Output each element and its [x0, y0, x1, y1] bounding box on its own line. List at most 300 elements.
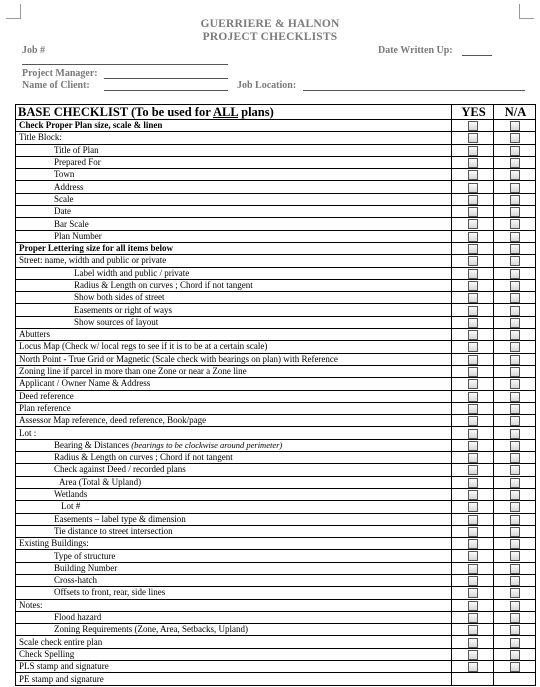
checklist-item-text: Building Number — [54, 562, 118, 573]
checklist-item-text: North Point - True Grid or Magnetic (Scale check with bearings on plan) with Reference — [19, 353, 338, 364]
checklist-item-text: Flood hazard — [54, 612, 102, 623]
yes-checkbox[interactable] — [468, 355, 478, 365]
checklist-item-text: Title of Plan — [54, 144, 99, 155]
na-cell — [494, 378, 536, 390]
table-row — [16, 181, 536, 193]
yes-cell — [452, 279, 494, 291]
table-row — [16, 402, 536, 414]
na-checkbox[interactable] — [510, 429, 520, 439]
yes-cell — [452, 316, 494, 328]
checklist-item-label — [16, 648, 452, 660]
table-row — [16, 353, 536, 365]
checklist-item-text: Cross-hatch — [54, 575, 97, 586]
checklist-item-label — [16, 292, 452, 304]
na-cell — [494, 574, 536, 586]
na-cell — [494, 611, 536, 623]
yes-checkbox[interactable] — [468, 195, 478, 205]
na-checkbox[interactable] — [510, 576, 520, 586]
yes-checkbox[interactable] — [468, 183, 478, 193]
yes-checkbox[interactable] — [468, 170, 478, 180]
na-checkbox[interactable] — [510, 195, 520, 205]
checklist-item-label — [16, 267, 452, 279]
page-title: PROJECT CHECKLISTS — [202, 31, 338, 43]
na-cell — [494, 636, 536, 648]
checklist-item-label — [16, 242, 452, 254]
na-checkbox[interactable] — [510, 306, 520, 316]
yes-checkbox[interactable] — [468, 342, 478, 352]
checklist-item-label — [16, 353, 452, 365]
checklist-title-prefix: BASE CHECKLIST (To be used for — [18, 104, 213, 119]
checklist-item-text: Scale check entire plan — [19, 636, 103, 647]
na-checkbox[interactable] — [510, 342, 520, 352]
na-cell — [494, 488, 536, 500]
yes-cell — [452, 574, 494, 586]
na-checkbox[interactable] — [510, 392, 520, 402]
yes-cell — [452, 255, 494, 267]
checklist-item-label — [16, 156, 452, 168]
checklist-title — [16, 105, 452, 120]
checklist-item-text: Locus Map (Check w/ local regs to see if it is to be at a certain scale) — [19, 341, 268, 352]
na-cell — [494, 562, 536, 574]
table-row — [16, 120, 536, 132]
company-name: GUERRIERE & HALNON — [200, 18, 340, 30]
yes-cell — [452, 452, 494, 464]
yes-cell — [452, 230, 494, 242]
na-checkbox[interactable] — [510, 601, 520, 611]
yes-checkbox[interactable] — [468, 269, 478, 279]
na-cell — [494, 648, 536, 660]
checklist-item-text: Check Spelling — [19, 648, 75, 659]
checklist-item-text: Radius & Length on curves ; Chord if not tangent — [54, 452, 233, 463]
checklist-item-text: Show sources of layout — [74, 316, 159, 327]
checklist-item-text: Tie distance to street intersection — [54, 525, 173, 536]
na-checkbox[interactable] — [510, 613, 520, 623]
yes-checkbox[interactable] — [468, 502, 478, 512]
table-row — [16, 488, 536, 500]
na-checkbox[interactable] — [510, 564, 520, 574]
checklist-item-text: Label width and public / private — [74, 267, 190, 278]
checklist-item-label — [16, 427, 452, 439]
job-location-field[interactable] — [303, 90, 525, 91]
yes-cell — [452, 218, 494, 230]
table-row — [16, 279, 536, 291]
na-checkbox[interactable] — [510, 416, 520, 426]
yes-cell — [452, 353, 494, 365]
na-checkbox[interactable] — [510, 355, 520, 365]
job-number-field[interactable] — [22, 64, 228, 65]
table-row — [16, 464, 536, 476]
yes-cell — [452, 378, 494, 390]
checklist-item-text: PLS stamp and signature — [19, 661, 109, 672]
yes-checkbox[interactable] — [468, 330, 478, 340]
na-cell — [494, 402, 536, 414]
yes-checkbox[interactable] — [468, 588, 478, 598]
na-checkbox[interactable] — [510, 625, 520, 635]
yes-checkbox[interactable] — [468, 576, 478, 586]
na-cell — [494, 353, 536, 365]
na-checkbox[interactable] — [510, 638, 520, 648]
na-cell — [494, 218, 536, 230]
table-row — [16, 587, 536, 599]
table-row — [16, 636, 536, 648]
na-cell — [494, 316, 536, 328]
yes-checkbox[interactable] — [468, 281, 478, 291]
checklist-item-text: Lot # — [61, 501, 81, 512]
table-row — [16, 599, 536, 611]
checklist-item-label — [16, 365, 452, 377]
yes-checkbox[interactable] — [468, 306, 478, 316]
yes-checkbox[interactable] — [468, 638, 478, 648]
checklist-item-text: Proper Lettering size for all items below — [19, 243, 173, 254]
yes-cell — [452, 132, 494, 144]
na-cell — [494, 415, 536, 427]
na-column-header: N/A — [494, 105, 536, 120]
na-cell — [494, 169, 536, 181]
na-checkbox[interactable] — [510, 183, 520, 193]
yes-checkbox[interactable] — [468, 453, 478, 463]
table-row — [16, 206, 536, 218]
na-checkbox[interactable] — [510, 293, 520, 303]
checklist-item-label — [16, 279, 452, 291]
table-row — [16, 452, 536, 464]
checklist-item-label — [16, 562, 452, 574]
yes-cell — [452, 550, 494, 562]
na-checkbox[interactable] — [510, 256, 520, 266]
na-checkbox[interactable] — [510, 367, 520, 377]
na-cell — [494, 439, 536, 451]
checklist-item-text: Zoning Requirements (Zone, Area, Setbacks, Upland) — [54, 624, 248, 635]
checklist-item-text: Offsets to front, rear, side lines — [54, 587, 166, 598]
yes-checkbox[interactable] — [468, 256, 478, 266]
base-checklist-table — [15, 104, 536, 686]
table-row — [16, 255, 536, 267]
na-checkbox[interactable] — [510, 527, 520, 537]
yes-checkbox[interactable] — [468, 625, 478, 635]
yes-cell — [452, 587, 494, 599]
yes-checkbox[interactable] — [468, 244, 478, 254]
table-row — [16, 427, 536, 439]
table-row — [16, 574, 536, 586]
checklist-item-text: Radius & Length on curves ; Chord if not tangent — [74, 280, 253, 290]
na-cell — [494, 513, 536, 525]
na-cell — [494, 452, 536, 464]
na-cell — [494, 267, 536, 279]
table-row — [16, 611, 536, 623]
yes-cell — [452, 501, 494, 513]
project-manager-label: Project Manager: — [22, 68, 98, 79]
na-checkbox[interactable] — [510, 133, 520, 143]
yes-checkbox[interactable] — [468, 662, 478, 672]
na-cell — [494, 501, 536, 513]
checklist-item-text: Assessor Map reference, deed reference, Book/page — [19, 415, 207, 426]
na-checkbox[interactable] — [510, 515, 520, 525]
checklist-item-text: Address — [54, 181, 84, 192]
na-checkbox[interactable] — [510, 404, 520, 414]
checklist-item-label — [16, 329, 452, 341]
checklist-item-label — [16, 316, 452, 328]
na-cell — [494, 304, 536, 316]
table-row — [16, 501, 536, 513]
table-header-row — [16, 105, 536, 120]
table-row — [16, 624, 536, 636]
yes-cell — [452, 390, 494, 402]
yes-checkbox[interactable] — [468, 232, 478, 242]
na-cell — [494, 279, 536, 291]
na-checkbox[interactable] — [510, 539, 520, 549]
checklist-item-text: PE stamp and signature — [19, 673, 104, 684]
yes-checkbox[interactable] — [468, 490, 478, 500]
checklist-item-label — [16, 488, 452, 500]
yes-checkbox[interactable] — [468, 379, 478, 389]
client-name-label: Name of Client: — [22, 80, 90, 91]
yes-cell — [452, 476, 494, 488]
yes-cell — [452, 144, 494, 156]
table-row — [16, 439, 536, 451]
na-checkbox[interactable] — [510, 207, 520, 217]
na-cell — [494, 673, 536, 685]
yes-cell — [452, 538, 494, 550]
na-cell — [494, 464, 536, 476]
na-checkbox[interactable] — [510, 219, 520, 229]
yes-checkbox[interactable] — [468, 613, 478, 623]
yes-checkbox[interactable] — [468, 318, 478, 328]
checklist-item-label — [16, 415, 452, 427]
yes-checkbox[interactable] — [468, 293, 478, 303]
yes-checkbox[interactable] — [468, 133, 478, 143]
na-checkbox[interactable] — [510, 502, 520, 512]
na-cell — [494, 292, 536, 304]
checklist-item-label — [16, 464, 452, 476]
checklist-title-emphasis: ALL — [212, 104, 238, 119]
na-checkbox[interactable] — [510, 662, 520, 672]
na-cell — [494, 538, 536, 550]
yes-cell — [452, 402, 494, 414]
na-checkbox[interactable] — [510, 170, 520, 180]
checklist-item-text: Existing Buildings: — [19, 538, 89, 549]
yes-checkbox[interactable] — [468, 478, 478, 488]
checklist-item-label — [16, 206, 452, 218]
na-cell — [494, 255, 536, 267]
checklist-item-label — [16, 574, 452, 586]
checklist-item-text: Town — [54, 169, 75, 180]
yes-cell — [452, 181, 494, 193]
na-checkbox[interactable] — [510, 330, 520, 340]
yes-cell — [452, 636, 494, 648]
checklist-item-text: Type of structure — [54, 550, 116, 561]
yes-checkbox[interactable] — [468, 429, 478, 439]
yes-checkbox[interactable] — [468, 601, 478, 611]
yes-checkbox[interactable] — [468, 551, 478, 561]
yes-cell — [452, 341, 494, 353]
na-cell — [494, 365, 536, 377]
na-cell — [494, 132, 536, 144]
checklist-item-label — [16, 230, 452, 242]
table-row — [16, 365, 536, 377]
job-number-label: Job # — [22, 45, 46, 56]
table-row — [16, 156, 536, 168]
na-cell — [494, 230, 536, 242]
checklist-item-text: Notes: — [19, 599, 43, 610]
yes-cell — [452, 292, 494, 304]
table-row — [16, 415, 536, 427]
yes-cell — [452, 304, 494, 316]
na-checkbox[interactable] — [510, 588, 520, 598]
na-checkbox[interactable] — [510, 650, 520, 660]
checklist-item-label — [16, 193, 452, 205]
na-cell — [494, 661, 536, 673]
checklist-item-label — [16, 661, 452, 673]
checklist-item-text: Title Block: — [19, 132, 62, 143]
checklist-item-text: Wetlands — [54, 489, 88, 500]
checklist-item-label — [16, 636, 452, 648]
yes-checkbox[interactable] — [468, 367, 478, 377]
na-checkbox[interactable] — [510, 158, 520, 168]
checklist-item-text: Deed reference — [19, 390, 74, 401]
yes-cell — [452, 193, 494, 205]
table-row — [16, 267, 536, 279]
yes-column-header: YES — [452, 105, 494, 120]
na-cell — [494, 120, 536, 132]
na-cell — [494, 390, 536, 402]
yes-cell — [452, 156, 494, 168]
na-checkbox[interactable] — [510, 121, 520, 131]
checklist-item-label — [16, 452, 452, 464]
table-row — [16, 661, 536, 673]
checklist-item-text: Check against Deed / recorded plans — [54, 464, 186, 475]
table-row — [16, 538, 536, 550]
na-checkbox[interactable] — [510, 453, 520, 463]
checklist-item-label — [16, 120, 452, 132]
yes-cell — [452, 525, 494, 537]
na-cell — [494, 206, 536, 218]
yes-cell — [452, 599, 494, 611]
na-cell — [494, 181, 536, 193]
yes-checkbox[interactable] — [468, 564, 478, 574]
project-manager-field[interactable] — [104, 78, 228, 79]
corner-mark-left — [6, 4, 21, 19]
na-checkbox[interactable] — [510, 490, 520, 500]
checklist-item-label — [16, 218, 452, 230]
checklist-item-text: Abutters — [19, 329, 50, 340]
checklist-item-text: Applicant / Owner Name & Address — [19, 378, 151, 389]
table-row — [16, 316, 536, 328]
yes-checkbox[interactable] — [468, 650, 478, 660]
na-cell — [494, 329, 536, 341]
checklist-item-text: Lot : — [19, 427, 37, 438]
checklist-item-text: Area (Total & Upland) — [59, 476, 142, 487]
yes-cell — [452, 673, 494, 685]
yes-cell — [452, 169, 494, 181]
na-checkbox[interactable] — [510, 318, 520, 328]
na-cell — [494, 624, 536, 636]
checklist-item-text: Plan reference — [19, 402, 71, 413]
na-checkbox[interactable] — [510, 244, 520, 254]
checklist-item-label — [16, 538, 452, 550]
na-checkbox[interactable] — [510, 379, 520, 389]
checklist-item-label — [16, 132, 452, 144]
checklist-item-label — [16, 390, 452, 402]
na-cell — [494, 599, 536, 611]
yes-checkbox[interactable] — [468, 219, 478, 229]
checklist-item-text: Easements or right of ways — [74, 304, 172, 315]
yes-checkbox[interactable] — [468, 465, 478, 475]
yes-checkbox[interactable] — [468, 404, 478, 414]
yes-checkbox[interactable] — [468, 392, 478, 402]
yes-cell — [452, 365, 494, 377]
checklist-item-text: Show both sides of street — [74, 292, 165, 303]
checklist-item-label — [16, 525, 452, 537]
na-checkbox[interactable] — [510, 146, 520, 156]
yes-cell — [452, 439, 494, 451]
yes-cell — [452, 206, 494, 218]
na-checkbox[interactable] — [510, 281, 520, 291]
yes-checkbox[interactable] — [468, 441, 478, 451]
checklist-item-label — [16, 611, 452, 623]
na-cell — [494, 525, 536, 537]
na-checkbox[interactable] — [510, 478, 520, 488]
yes-checkbox[interactable] — [468, 515, 478, 525]
na-checkbox[interactable] — [510, 551, 520, 561]
na-cell — [494, 427, 536, 439]
table-row — [16, 329, 536, 341]
yes-cell — [452, 415, 494, 427]
yes-cell — [452, 624, 494, 636]
checklist-item-text: Scale — [54, 193, 74, 204]
yes-checkbox[interactable] — [468, 207, 478, 217]
yes-checkbox[interactable] — [468, 416, 478, 426]
checklist-item-label — [16, 587, 452, 599]
date-written-field[interactable] — [462, 55, 492, 56]
checklist-item-label — [16, 144, 452, 156]
table-row — [16, 673, 536, 685]
yes-cell — [452, 661, 494, 673]
checklist-item-text: Plan Number — [54, 230, 102, 241]
yes-checkbox[interactable] — [468, 146, 478, 156]
checklist-item-label — [16, 304, 452, 316]
na-checkbox[interactable] — [510, 232, 520, 242]
yes-checkbox[interactable] — [468, 158, 478, 168]
table-row — [16, 230, 536, 242]
checklist-title-suffix: plans) — [238, 104, 274, 119]
na-checkbox[interactable] — [510, 441, 520, 451]
yes-checkbox[interactable] — [468, 527, 478, 537]
table-row — [16, 648, 536, 660]
yes-checkbox[interactable] — [468, 121, 478, 131]
checklist-item-text: Bearing & Distances — [54, 439, 132, 450]
yes-checkbox[interactable] — [468, 539, 478, 549]
checklist-item-label — [16, 624, 452, 636]
checklist-item-note: (bearings to be clockwise around perimeter) — [131, 439, 283, 450]
na-checkbox[interactable] — [510, 465, 520, 475]
checklist-item-text: Prepared For — [54, 157, 101, 168]
yes-cell — [452, 562, 494, 574]
yes-cell — [452, 488, 494, 500]
yes-cell — [452, 648, 494, 660]
checklist-item-label — [16, 402, 452, 414]
yes-cell — [452, 513, 494, 525]
table-row — [16, 144, 536, 156]
na-checkbox[interactable] — [510, 269, 520, 279]
na-cell — [494, 242, 536, 254]
table-row — [16, 218, 536, 230]
checklist-item-label — [16, 169, 452, 181]
na-cell — [494, 341, 536, 353]
client-name-field[interactable] — [104, 90, 228, 91]
yes-cell — [452, 329, 494, 341]
yes-cell — [452, 242, 494, 254]
yes-cell — [452, 267, 494, 279]
corner-mark-right — [519, 4, 534, 19]
